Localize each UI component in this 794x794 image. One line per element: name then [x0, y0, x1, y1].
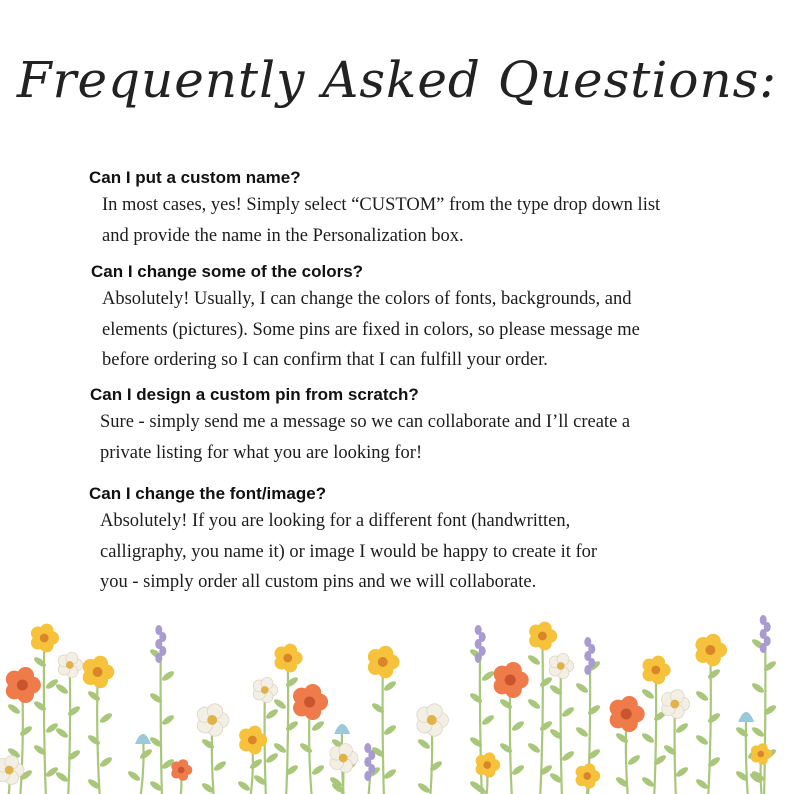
- faq-item: [0, 484, 794, 598]
- bellflower-icon: [738, 712, 754, 722]
- flower-icon: [275, 644, 303, 673]
- flower-icon: [293, 684, 328, 720]
- flower-icon: [494, 662, 529, 698]
- flower-icon: [31, 624, 59, 653]
- flower-icon: [171, 759, 192, 781]
- faq-item: [0, 262, 794, 376]
- flower-icon: [330, 744, 358, 773]
- flower-icon: [6, 667, 41, 703]
- flower-icon: [610, 696, 645, 732]
- faq-answer-line: you - simply order all custom pins and we will collaborate.: [100, 572, 537, 592]
- flower-icon: [529, 622, 557, 651]
- faq-item: [0, 385, 794, 468]
- faq-answer-line: In most cases, yes! Simply select “CUSTOM” from the type drop down list: [102, 195, 661, 215]
- flower-icon: [197, 704, 229, 736]
- flower-icon: [476, 752, 501, 777]
- lavender-icon: [475, 625, 486, 663]
- flower-icon: [239, 726, 267, 755]
- flower-icon: [576, 763, 601, 788]
- faq-answer-line: Absolutely! If you are looking for a different font (handwritten,: [100, 511, 571, 531]
- faq-question: Can I put a custom name?: [89, 168, 301, 187]
- faq-answer: [100, 407, 794, 468]
- lavender-icon: [155, 625, 166, 663]
- faq-question: Can I change the font/image?: [89, 484, 327, 503]
- faq-answer: [102, 284, 794, 376]
- faq-answer: [102, 190, 794, 251]
- flower-icon: [662, 690, 690, 719]
- flower-icon: [83, 656, 115, 688]
- faq-question: Can I design a custom pin from scratch?: [90, 385, 419, 404]
- faq-answer-line: and provide the name in the Personalization box.: [102, 225, 464, 246]
- faq-question: Can I change some of the colors?: [91, 262, 364, 281]
- faq-answer: [100, 506, 794, 598]
- faq-item: [0, 168, 794, 251]
- flower-icon: [368, 646, 400, 678]
- wildflower-border-illustration: [0, 600, 794, 794]
- faq-answer-line: elements (pictures). Some pins are fixed in colors, so please message me: [102, 319, 640, 340]
- flower-icon: [253, 677, 278, 702]
- faq-answer-line: Absolutely! Usually, I can change the colors of fonts, backgrounds, and: [102, 289, 632, 309]
- bellflower-icon: [135, 734, 151, 744]
- faq-answer-line: calligraphy, you name it) or image I would be happy to create it for: [100, 541, 598, 562]
- flower-icon: [58, 652, 83, 677]
- flower-icon: [643, 656, 671, 685]
- flower-icon: [417, 704, 449, 736]
- flower-icon: [695, 634, 727, 666]
- bellflower-icon: [334, 724, 350, 734]
- flower-icon: [751, 743, 772, 765]
- faq-answer-line: private listing for what you are looking for!: [100, 442, 423, 463]
- faq-answer-line: before ordering so I can confirm that I can fulfill your order.: [102, 350, 548, 370]
- flower-icon: [549, 653, 574, 678]
- page-title: Frequently Asked Questions:: [16, 51, 778, 109]
- lavender-icon: [760, 615, 771, 653]
- faq-answer-line: Sure - simply send me a message so we can collaborate and I’ll create a: [100, 412, 631, 432]
